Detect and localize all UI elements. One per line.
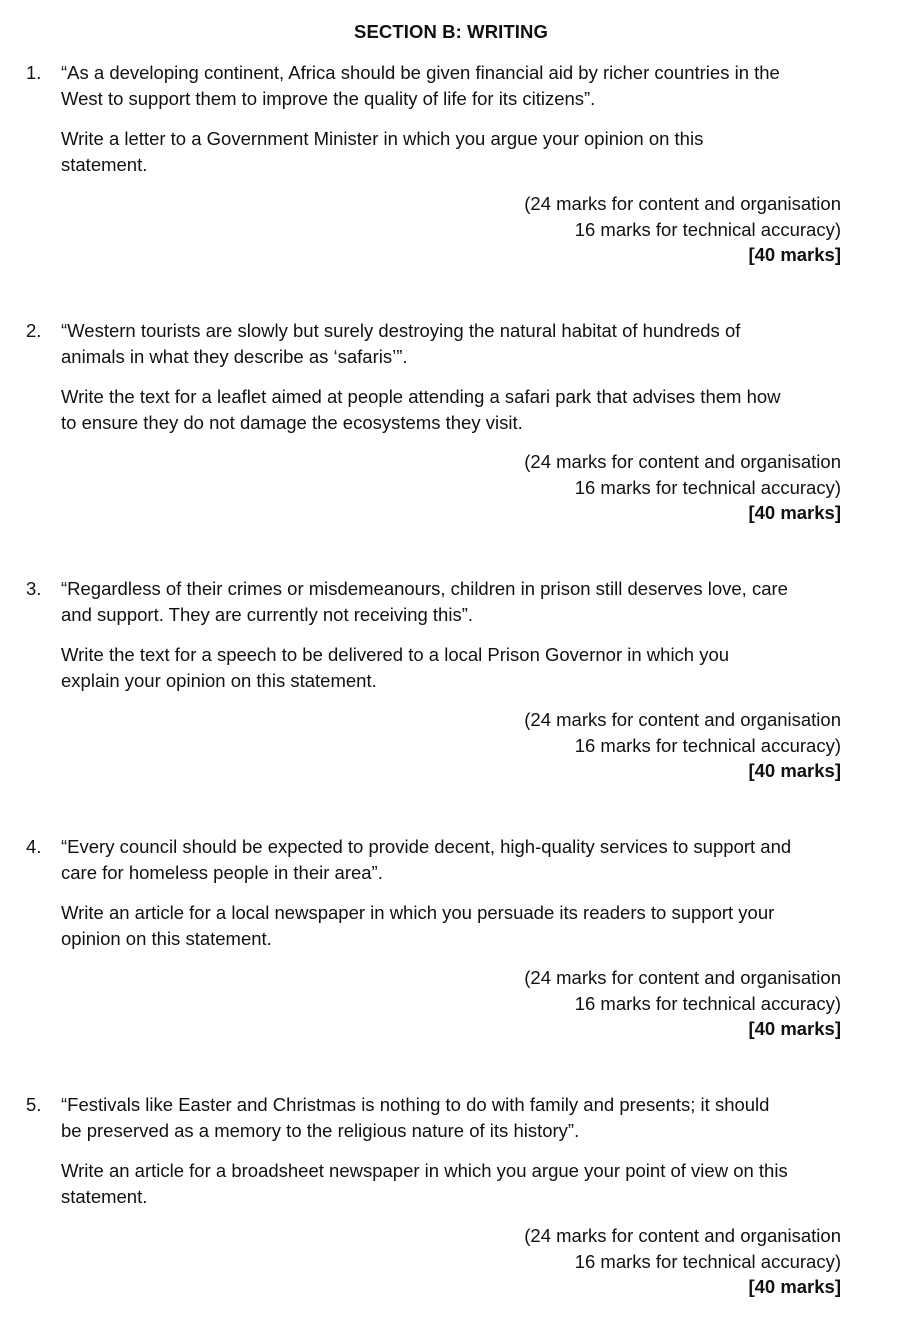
prompt-line: “Festivals like Easter and Christmas is nothing to do with family and presents; it should xyxy=(61,1094,770,1115)
task-line: to ensure they do not damage the ecosystems they visit. xyxy=(61,411,523,433)
task-line: Write an article for a local newspaper in which you persuade its readers to support your xyxy=(61,902,775,923)
question-prompt xyxy=(61,576,876,627)
question-task xyxy=(61,1158,876,1209)
marks-total: [40 marks] xyxy=(748,502,841,523)
prompt-line: “As a developing continent, Africa should be given financial aid by richer countries in the xyxy=(61,62,780,83)
prompt-line: West to support them to improve the quality of life for its citizens”. xyxy=(61,87,596,109)
marks-accuracy: 16 marks for technical accuracy) xyxy=(574,218,841,240)
question-task xyxy=(61,642,876,693)
marks-allocation xyxy=(421,191,841,268)
question-task xyxy=(61,384,876,435)
task-line: opinion on this statement. xyxy=(61,927,272,949)
marks-allocation xyxy=(421,1223,841,1300)
question-task xyxy=(61,900,876,951)
marks-content: (24 marks for content and organisation xyxy=(524,709,841,730)
prompt-line: “Every council should be expected to provide decent, high-quality services to support and xyxy=(61,836,792,857)
prompt-line: “Western tourists are slowly but surely destroying the natural habitat of hundreds of xyxy=(61,320,741,341)
task-line: Write the text for a speech to be delivered to a local Prison Governor in which you xyxy=(61,644,730,665)
question-task xyxy=(61,126,876,177)
question-number: 2. xyxy=(26,320,42,341)
question-prompt xyxy=(61,60,876,111)
prompt-line: care for homeless people in their area”. xyxy=(61,861,383,883)
question-prompt xyxy=(61,1092,876,1143)
marks-content: (24 marks for content and organisation xyxy=(524,1225,841,1246)
prompt-line: animals in what they describe as ‘safaris’”. xyxy=(61,345,408,367)
section-title: SECTION B: WRITING xyxy=(354,21,548,42)
marks-total: [40 marks] xyxy=(748,1018,841,1039)
marks-accuracy: 16 marks for technical accuracy) xyxy=(574,734,841,756)
question-number: 1. xyxy=(26,62,42,83)
marks-accuracy: 16 marks for technical accuracy) xyxy=(574,992,841,1014)
task-line: explain your opinion on this statement. xyxy=(61,669,377,691)
task-line: statement. xyxy=(61,153,148,175)
prompt-line: be preserved as a memory to the religious nature of its history”. xyxy=(61,1119,580,1141)
prompt-line: and support. They are currently not receiving this”. xyxy=(61,603,474,625)
task-line: Write a letter to a Government Minister in which you argue your opinion on this xyxy=(61,128,704,149)
marks-content: (24 marks for content and organisation xyxy=(524,193,841,214)
marks-total: [40 marks] xyxy=(748,1276,841,1297)
prompt-line: “Regardless of their crimes or misdemeanours, children in prison still deserves love, care xyxy=(61,578,788,599)
question-number: 5. xyxy=(26,1094,42,1115)
marks-allocation xyxy=(421,707,841,784)
question-prompt xyxy=(61,834,876,885)
marks-accuracy: 16 marks for technical accuracy) xyxy=(574,1250,841,1272)
marks-content: (24 marks for content and organisation xyxy=(524,451,841,472)
marks-content: (24 marks for content and organisation xyxy=(524,967,841,988)
task-line: statement. xyxy=(61,1185,148,1207)
marks-allocation xyxy=(421,449,841,526)
question-prompt xyxy=(61,318,876,369)
task-line: Write the text for a leaflet aimed at people attending a safari park that advises them how xyxy=(61,386,781,407)
marks-total: [40 marks] xyxy=(748,760,841,781)
task-line: Write an article for a broadsheet newspaper in which you argue your point of view on this xyxy=(61,1160,788,1181)
marks-accuracy: 16 marks for technical accuracy) xyxy=(574,476,841,498)
question-number: 4. xyxy=(26,836,42,857)
marks-allocation xyxy=(421,965,841,1042)
marks-total: [40 marks] xyxy=(748,244,841,265)
question-number: 3. xyxy=(26,578,42,599)
